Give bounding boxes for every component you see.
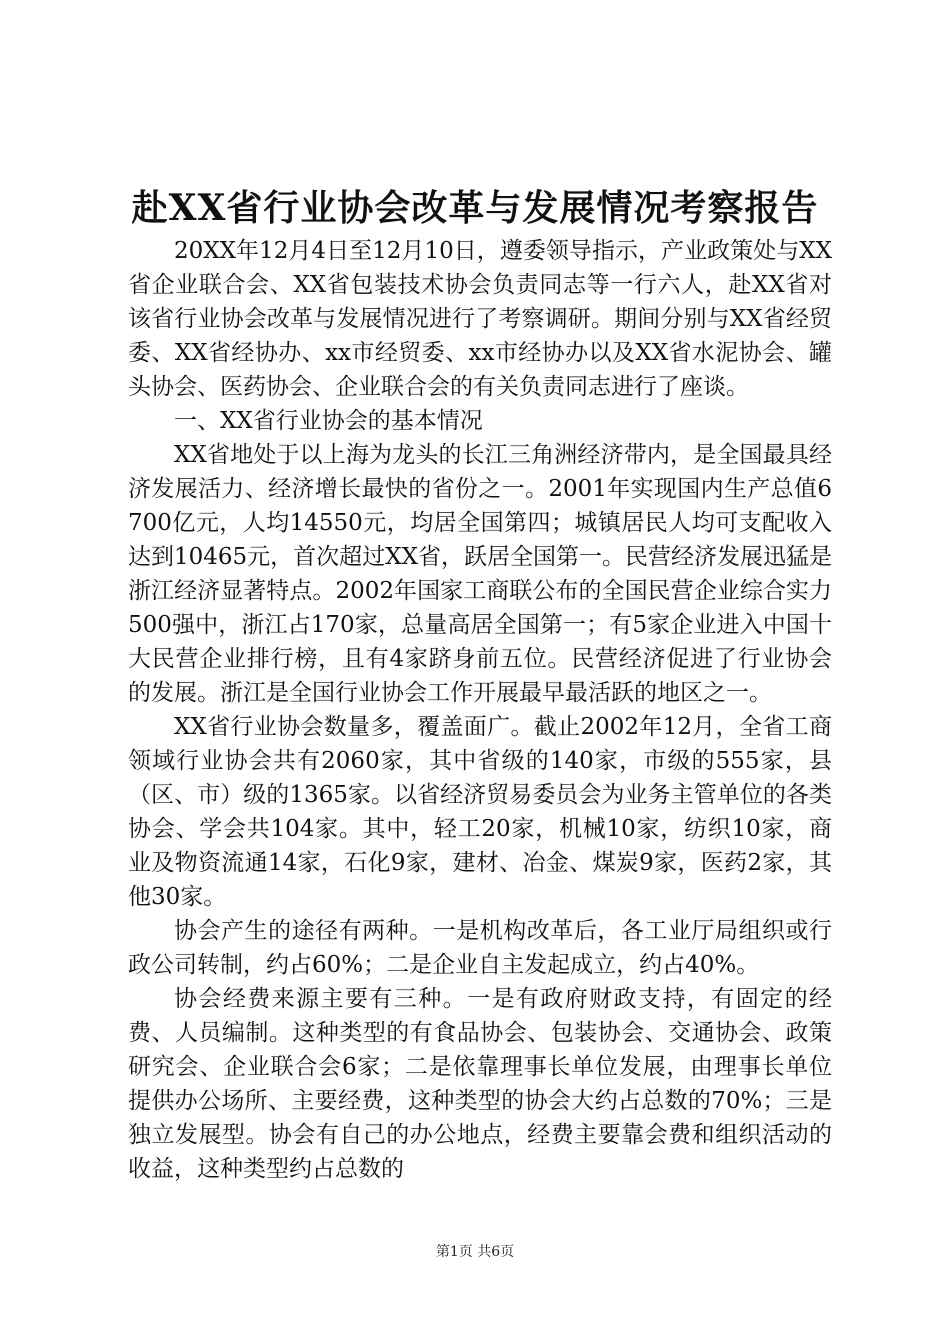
paragraph-economy: XX省地处于以上海为龙头的长江三角洲经济带内，是全国最具经济发展活力、经济增长最快的省份之一。2001年实现国内生产总值6700亿元，人均14550元，均居全国第四；城镇居民人均可支配收入达到10465元，首次超过XX省，跃居全国第一。民营经济发展迅猛是浙江经济显著特点。2002年国家工商联公布的全国民营企业综合实力500强中，浙江占170家，总量高居全国第一；有5家企业进入中国十大民营企业排行榜，且有4家跻身前五位。民营经济促进了行业协会的发展。浙江是全国行业协会工作开展最早最活跃的地区之一。: [128, 442, 832, 706]
section-heading: 一、XX省行业协会的基本情况: [174, 408, 483, 434]
paragraph-funding: 协会经费来源主要有三种。一是有政府财政支持，有固定的经费、人员编制。这种类型的有食品协会、包装协会、交通协会、政策研究会、企业联合会6家；二是依靠理事长单位发展，由理事长单位提供办公场所、主要经费，这种类型的协会大约占总数的70%；三是独立发展型。协会有自己的办公地点，经费主要靠会费和组织活动的收益，这种类型约占总数的: [128, 986, 832, 1182]
paragraph-association-count: XX省行业协会数量多，覆盖面广。截止2002年12月，全省工商领域行业协会共有2060家，其中省级的140家，市级的555家，县（区、市）级的1365家。以省经济贸易委员会为业务主管单位的各类协会、学会共104家。其中，轻工20家，机械10家，纺织10家，商业及物资流通14家，石化9家，建材、冶金、煤炭9家，医药2家，其他30家。: [128, 714, 832, 910]
page-number: 第1页 共6页: [435, 1244, 515, 1260]
paragraph-origins: 协会产生的途径有两种。一是机构改革后，各工业厅局组织或行政公司转制，约占60%；二是企业自主发起成立，约占40%。: [128, 918, 832, 978]
paragraph-intro: 20XX年12月4日至12月10日，遵委领导指示，产业政策处与XX省企业联合会、XX省包装技术协会负责同志等一行六人，赴XX省对该省行业协会改革与发展情况进行了考察调研。期间分别与XX省经贸委、XX省经协办、xx市经贸委、xx市经协办以及XX省水泥协会、罐头协会、医药协会、企业联合会的有关负责同志进行了座谈。: [128, 238, 832, 400]
document-body: [128, 234, 832, 1186]
document-title: 赴XX省行业协会改革与发展情况考察报告: [131, 187, 819, 229]
